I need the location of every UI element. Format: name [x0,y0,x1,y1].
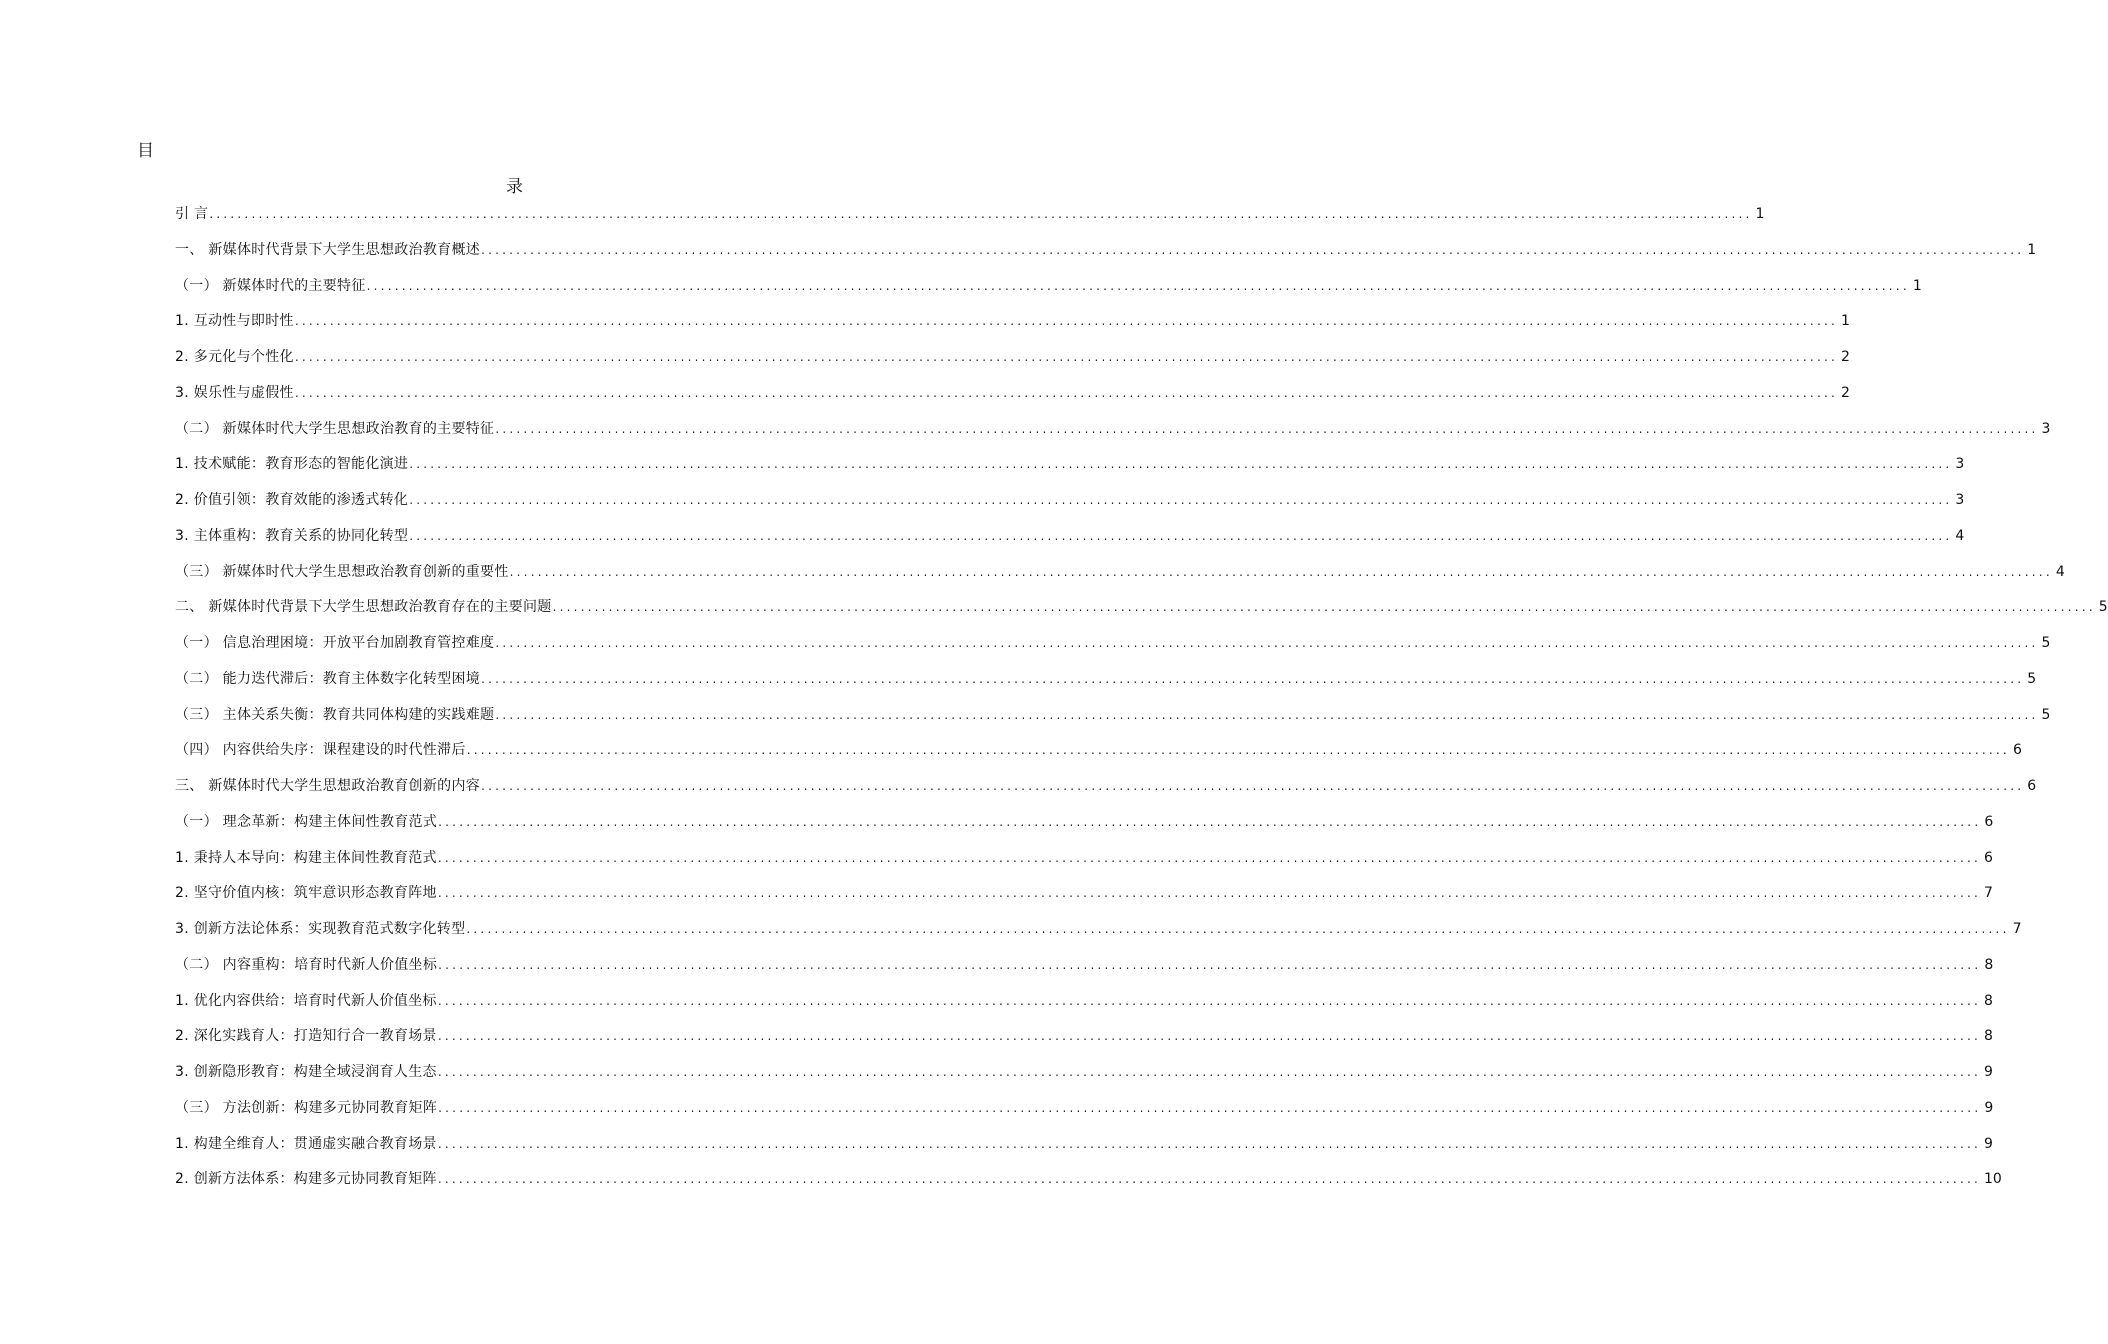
toc-entry[interactable] [175,844,1993,868]
toc-dot-leader: ............................................................................................................................................................................................................................ [209,207,1753,221]
toc-entry-title: 3. 娱乐性与虚假性 [175,384,294,401]
toc-entry[interactable] [175,450,1965,474]
toc-entry-title: （三） 主体关系失衡：教育共同体构建的实践难题 [175,706,495,723]
toc-entry-title: （一） 新媒体时代的主要特征 [175,277,366,294]
toc-dot-leader: ............................................................................................................................................................................................................................ [495,421,2039,436]
toc-dot-leader: ............................................................................................................................................................................................................................ [509,564,2053,579]
toc-entry-page-number: 5 [2041,635,2051,651]
toc-entry-page-number: 1 [1755,206,1765,222]
toc-entry[interactable] [175,1058,1993,1082]
toc-entry-page-number: 7 [1984,885,1993,902]
toc-entry[interactable] [175,558,2065,582]
toc-entry-title: 一、 新媒体时代背景下大学生思想政治教育概述 [175,241,481,258]
toc-entry-page-number: 8 [1984,956,1994,973]
toc-entry[interactable] [175,200,1765,224]
toc-entry-page-number: 1 [1912,277,1922,294]
toc-entry[interactable] [175,593,2108,617]
toc-entry[interactable] [175,522,1965,546]
toc-heading-part1: 目 [137,141,154,161]
toc-dot-leader: ............................................................................................................................................................................................................................ [481,242,2025,257]
toc-dot-leader: ............................................................................................................................................................................................................................ [437,1029,1981,1044]
toc-entry-page-number: 3 [1955,456,1965,473]
toc-entry-title: 2. 价值引领：教育效能的渗透式转化 [175,492,409,508]
toc-entry-title: （二） 内容重构：培育时代新人价值坐标 [175,956,438,973]
toc-entry-page-number: 1 [1841,313,1850,330]
toc-entry-page-number: 8 [1984,1028,1993,1045]
toc-entry-title: （三） 新媒体时代大学生思想政治教育创新的重要性 [175,563,509,580]
toc-entry-title: （二） 能力迭代滞后：教育主体数字化转型困境 [175,670,481,687]
toc-entry[interactable] [175,808,1994,832]
toc-entry[interactable] [175,272,1922,296]
toc-entry-title: 1. 技术赋能：教育形态的智能化演进 [175,456,409,473]
toc-entry-title: 2. 深化实践育人：打造知行合一教育场景 [175,1028,437,1045]
toc-entry-page-number: 9 [1984,1135,1993,1152]
toc-dot-leader: ............................................................................................................................................................................................................................ [409,528,1953,543]
toc-entry[interactable] [175,236,2037,260]
toc-entry[interactable] [175,951,1994,975]
toc-entry-page-number: 2 [1841,384,1850,401]
toc-entry-page-number: 6 [2027,778,2037,794]
toc-entry-title: 引 言 [175,206,209,222]
toc-entry-page-number: 3 [1955,492,1965,508]
toc-entry-page-number: 5 [2098,599,2108,616]
toc-entry-title: 1. 互动性与即时性 [175,313,294,330]
toc-dot-leader: ............................................................................................................................................................................................................................ [437,993,1981,1008]
toc-entry[interactable] [175,665,2037,689]
toc-entry-title: 1. 构建全维育人：贯通虚实融合教育场景 [175,1135,437,1152]
toc-entry-title: 二、 新媒体时代背景下大学生思想政治教育存在的主要问题 [175,599,552,616]
toc-entry-page-number: 10 [1984,1171,2002,1188]
toc-entry-title: （二） 新媒体时代大学生思想政治教育的主要特征 [175,420,495,437]
toc-entry[interactable] [175,772,2037,796]
toc-entry-title: 1. 秉持人本导向：构建主体间性教育范式 [175,849,437,866]
toc-entry-page-number: 7 [2012,921,2022,937]
toc-dot-leader: ............................................................................................................................................................................................................................ [437,850,1981,865]
toc-entry[interactable] [175,987,1993,1011]
toc-dot-leader: ............................................................................................................................................................................................................................ [466,743,2010,758]
toc-dot-leader: ............................................................................................................................................................................................................................ [437,886,1981,901]
toc-dot-leader: ............................................................................................................................................................................................................................ [409,457,1953,472]
toc-entry[interactable] [175,1130,1993,1154]
toc-dot-leader: ............................................................................................................................................................................................................................ [437,1172,1981,1187]
toc-dot-leader: ............................................................................................................................................................................................................................ [438,814,1982,829]
toc-entry-title: 3. 创新方法论体系：实现教育范式数字化转型 [175,921,466,937]
toc-entry[interactable] [175,415,2051,439]
toc-entry[interactable] [175,629,2051,653]
toc-dot-leader: ............................................................................................................................................................................................................................ [481,779,2025,793]
toc-entry-page-number: 1 [2027,241,2037,258]
toc-entry-page-number: 8 [1984,992,1993,1009]
toc-entry-page-number: 4 [1955,527,1965,544]
toc-entry[interactable] [175,1022,1993,1046]
toc-dot-leader: ............................................................................................................................................................................................................................ [294,314,1838,329]
toc-dot-leader: ............................................................................................................................................................................................................................ [294,385,1838,400]
toc-entry[interactable] [175,486,1965,510]
toc-entry-page-number: 6 [2012,742,2022,759]
toc-entry-title: 3. 主体重构：教育关系的协同化转型 [175,527,409,544]
toc-entry[interactable] [175,879,1993,903]
toc-dot-leader: ............................................................................................................................................................................................................................ [366,278,1910,293]
toc-entry[interactable] [175,736,2022,760]
toc-entry-page-number: 5 [2041,706,2051,723]
toc-entry[interactable] [175,379,1850,403]
toc-entry[interactable] [175,307,1850,331]
toc-dot-leader: ............................................................................................................................................................................................................................ [437,1065,1981,1079]
toc-entry[interactable] [175,701,2051,725]
toc-entry-title: （四） 内容供给失序：课程建设的时代性滞后 [175,742,466,759]
toc-entry-page-number: 9 [1984,1099,1994,1116]
toc-entry-title: 3. 创新隐形教育：构建全域浸润育人生态 [175,1064,437,1080]
toc-entry-title: 1. 优化内容供给：培育时代新人价值坐标 [175,992,437,1009]
toc-entry-page-number: 2 [1841,349,1850,365]
toc-dot-leader: ............................................................................................................................................................................................................................ [552,600,2096,615]
toc-entry-page-number: 3 [2041,420,2051,437]
toc-dot-leader: ............................................................................................................................................................................................................................ [437,1136,1981,1151]
toc-entry[interactable] [175,343,1850,367]
toc-entry[interactable] [175,1165,2002,1189]
toc-entry-title: 2. 创新方法体系：构建多元协同教育矩阵 [175,1171,437,1188]
toc-heading-part2: 录 [506,177,523,197]
toc-entry-title: 三、 新媒体时代大学生思想政治教育创新的内容 [175,778,481,794]
toc-dot-leader: ............................................................................................................................................................................................................................ [495,707,2039,722]
toc-entry-title: 2. 坚守价值内核：筑牢意识形态教育阵地 [175,885,437,902]
toc-entry-title: （一） 理念革新：构建主体间性教育范式 [175,813,438,830]
toc-dot-leader: ............................................................................................................................................................................................................................ [409,493,1953,507]
toc-entry[interactable] [175,915,2022,939]
toc-dot-leader: ............................................................................................................................................................................................................................ [294,350,1838,364]
toc-dot-leader: ............................................................................................................................................................................................................................ [438,957,1982,972]
toc-dot-leader: ............................................................................................................................................................................................................................ [466,922,2010,936]
toc-entry-page-number: 6 [1984,813,1994,830]
toc-entry-title: （三） 方法创新：构建多元协同教育矩阵 [175,1099,438,1116]
toc-dot-leader: ............................................................................................................................................................................................................................ [438,1100,1982,1115]
toc-dot-leader: ............................................................................................................................................................................................................................ [481,671,2025,686]
toc-entry-title: 2. 多元化与个性化 [175,349,294,365]
toc-entry-page-number: 6 [1984,849,1993,866]
toc-entry-page-number: 4 [2055,563,2065,580]
toc-entry[interactable] [175,1094,1994,1118]
toc-entry-page-number: 9 [1984,1064,1993,1080]
toc-entry-title: （一） 信息治理困境：开放平台加剧教育管控难度 [175,635,495,651]
toc-dot-leader: ............................................................................................................................................................................................................................ [495,636,2039,650]
toc-entry-page-number: 5 [2027,670,2037,687]
